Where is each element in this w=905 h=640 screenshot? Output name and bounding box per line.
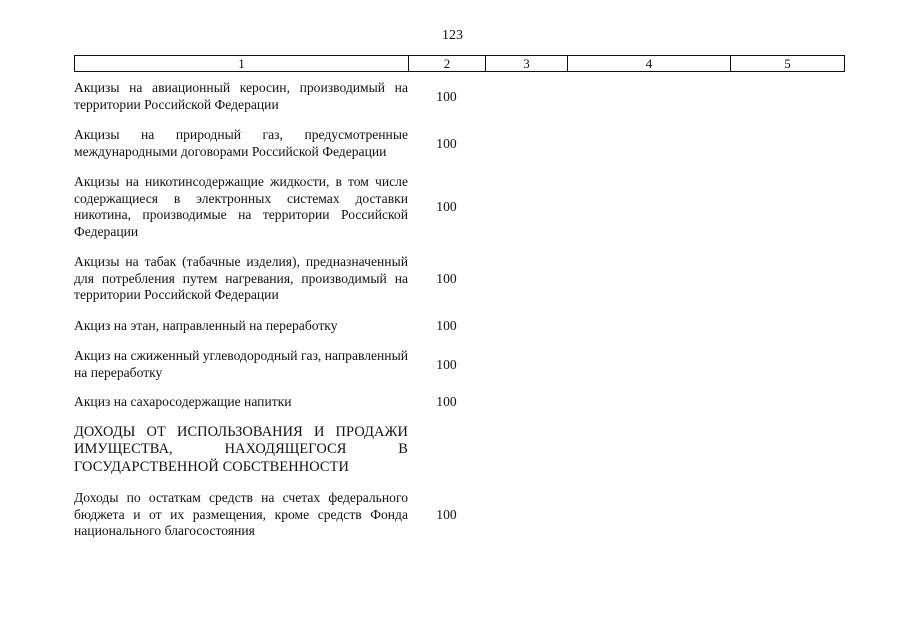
column-header-5: 5	[784, 56, 791, 71]
row-description: Акцизы на никотинсодержащие жидкости, в том числе содержащиеся в электронных системах доставки никотина, производимые на территории Российской Федерации	[74, 174, 408, 239]
table-row	[74, 80, 845, 113]
row-description: Акцизы на табак (табачные изделия), предназначенный для потребления путем нагревания, производимый на территории Российской Федерации	[74, 254, 408, 302]
row-percent-value: 100	[436, 88, 457, 104]
table-body	[74, 80, 845, 540]
table-row	[74, 490, 845, 540]
column-header-2: 2	[409, 56, 486, 71]
row-description: Акциз на сжиженный углеводородный газ, направленный на переработку	[74, 348, 408, 380]
table-row	[74, 174, 845, 240]
column-header-3: 3	[486, 56, 568, 71]
row-description: Акцизы на авиационный керосин, производимый на территории Российской Федерации	[74, 80, 408, 112]
row-percent-value: 100	[436, 394, 457, 410]
row-description: Акциз на этан, направленный на переработку	[74, 317, 338, 333]
column-header-row	[74, 55, 845, 72]
row-percent-value: 100	[436, 506, 457, 522]
row-percent-value: 100	[436, 317, 457, 333]
row-description: Акцизы на природный газ, предусмотренные международными договорами Российской Федерации	[74, 127, 408, 159]
row-percent-value: 100	[436, 270, 457, 286]
table-row	[74, 318, 845, 335]
row-description: Акциз на сахаросодержащие напитки	[74, 394, 292, 409]
section-heading: ДОХОДЫ ОТ ИСПОЛЬЗОВАНИЯ И ПРОДАЖИ ИМУЩЕСТВА, НАХОДЯЩЕГОСЯ В ГОСУДАРСТВЕННОЙ СОБСТВЕННОСТИ	[74, 423, 408, 475]
table-row	[74, 394, 845, 411]
column-header-1: 1	[75, 56, 409, 71]
table-row	[74, 254, 845, 304]
section-heading-row	[74, 424, 845, 477]
row-percent-value: 100	[436, 199, 457, 214]
page-number: 123	[442, 28, 463, 43]
table-row	[74, 127, 845, 160]
row-percent-value: 100	[436, 356, 457, 372]
row-percent-value: 100	[436, 135, 457, 151]
row-description: Доходы по остаткам средств на счетах федерального бюджета и от их размещения, кроме средств Фонда национального благосостояния	[74, 490, 408, 538]
table-row	[74, 348, 845, 381]
column-header-4: 4	[568, 56, 731, 71]
